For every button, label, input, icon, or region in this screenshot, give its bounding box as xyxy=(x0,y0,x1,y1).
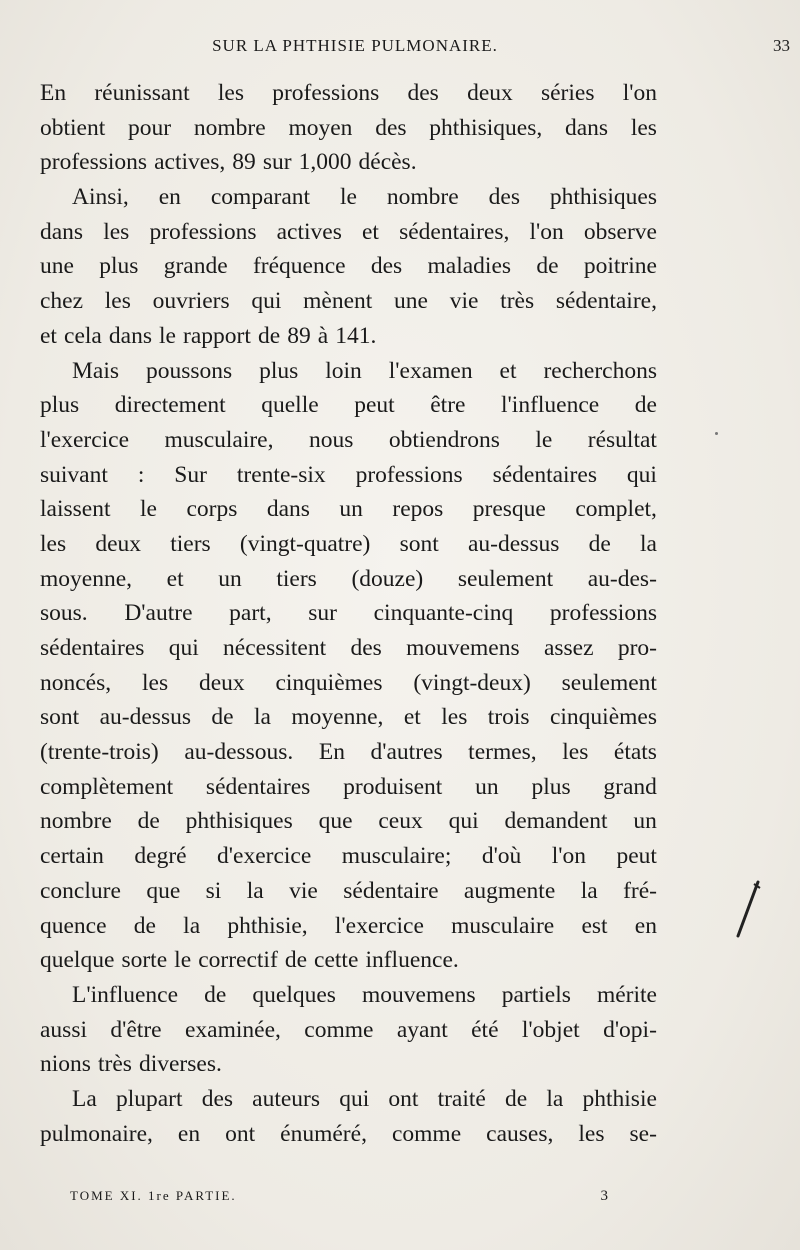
text-line: (trente-trois) au-dessous. En d'autres termes, les états xyxy=(40,739,657,766)
text-line: L'influence de quelques mouvemens partiels mérite xyxy=(72,981,657,1008)
page-body-text xyxy=(40,76,657,1151)
text-line: nions très diverses. xyxy=(40,1051,222,1078)
text-line: professions actives, 89 sur 1,000 décès. xyxy=(40,149,417,176)
text-line: l'exercice musculaire, nous obtiendrons le résultat xyxy=(40,426,657,453)
text-line: conclure que si la vie sédentaire augmente la fré- xyxy=(40,877,657,904)
text-line: moyenne, et un tiers (douze) seulement au-des- xyxy=(40,565,657,592)
text-line: sédentaires qui nécessitent des mouvemens assez pro- xyxy=(40,635,657,661)
text-line: suivant : Sur trente-six professions sédentaires qui xyxy=(40,461,657,488)
text-line: chez les ouvriers qui mènent une vie très sédentaire, xyxy=(40,288,657,315)
text-line: quelque sorte le correctif de cette influence. xyxy=(40,947,459,974)
text-line: plus directement quelle peut être l'influence de xyxy=(40,392,657,419)
text-line: nombre de phthisiques que ceux qui demandent un xyxy=(40,808,657,835)
text-line: La plupart des auteurs qui ont traité de la phthisie xyxy=(72,1085,657,1112)
text-line: noncés, les deux cinquièmes (vingt-deux) seulement xyxy=(40,669,657,696)
footer-volume: TOME XI. 1re PARTIE. xyxy=(70,1188,237,1203)
running-title: SUR LA PHTHISIE PULMONAIRE. xyxy=(212,36,498,55)
text-line: sous. D'autre part, sur cinquante-cinq professions xyxy=(40,600,657,627)
text-line: laissent le corps dans un repos presque complet, xyxy=(40,496,657,523)
text-line: pulmonaire, en ont énuméré, comme causes, les se- xyxy=(40,1120,657,1147)
text-line: une plus grande fréquence des maladies de poitrine xyxy=(40,253,657,280)
text-line: certain degré d'exercice musculaire; d'où l'on peut xyxy=(40,843,657,870)
text-line: quence de la phthisie, l'exercice musculaire est en xyxy=(40,912,657,939)
text-line: Ainsi, en comparant le nombre des phthisiques xyxy=(72,184,657,211)
text-line: complètement sédentaires produisent un plus grand xyxy=(40,773,657,800)
text-line: les deux tiers (vingt-quatre) sont au-dessus de la xyxy=(40,530,657,557)
paper-speck xyxy=(715,432,718,435)
text-line: Mais poussons plus loin l'examen et recherchons xyxy=(72,357,657,384)
signature-mark: 3 xyxy=(600,1188,608,1204)
text-line: dans les professions actives et sédentaires, l'on observe xyxy=(40,218,657,245)
text-line: En réunissant les professions des deux séries l'on xyxy=(40,80,657,106)
text-line: et cela dans le rapport de 89 à 141. xyxy=(40,322,377,349)
text-line: sont au-dessus de la moyenne, et les trois cinquièmes xyxy=(40,704,657,731)
text-line: obtient pour nombre moyen des phthisiques, dans les xyxy=(40,114,657,141)
text-line: aussi d'être examinée, comme ayant été l'objet d'opi- xyxy=(40,1016,657,1043)
margin-pencil-mark xyxy=(728,880,768,940)
page-number: 33 xyxy=(773,36,790,55)
page-footer xyxy=(70,1188,608,1205)
